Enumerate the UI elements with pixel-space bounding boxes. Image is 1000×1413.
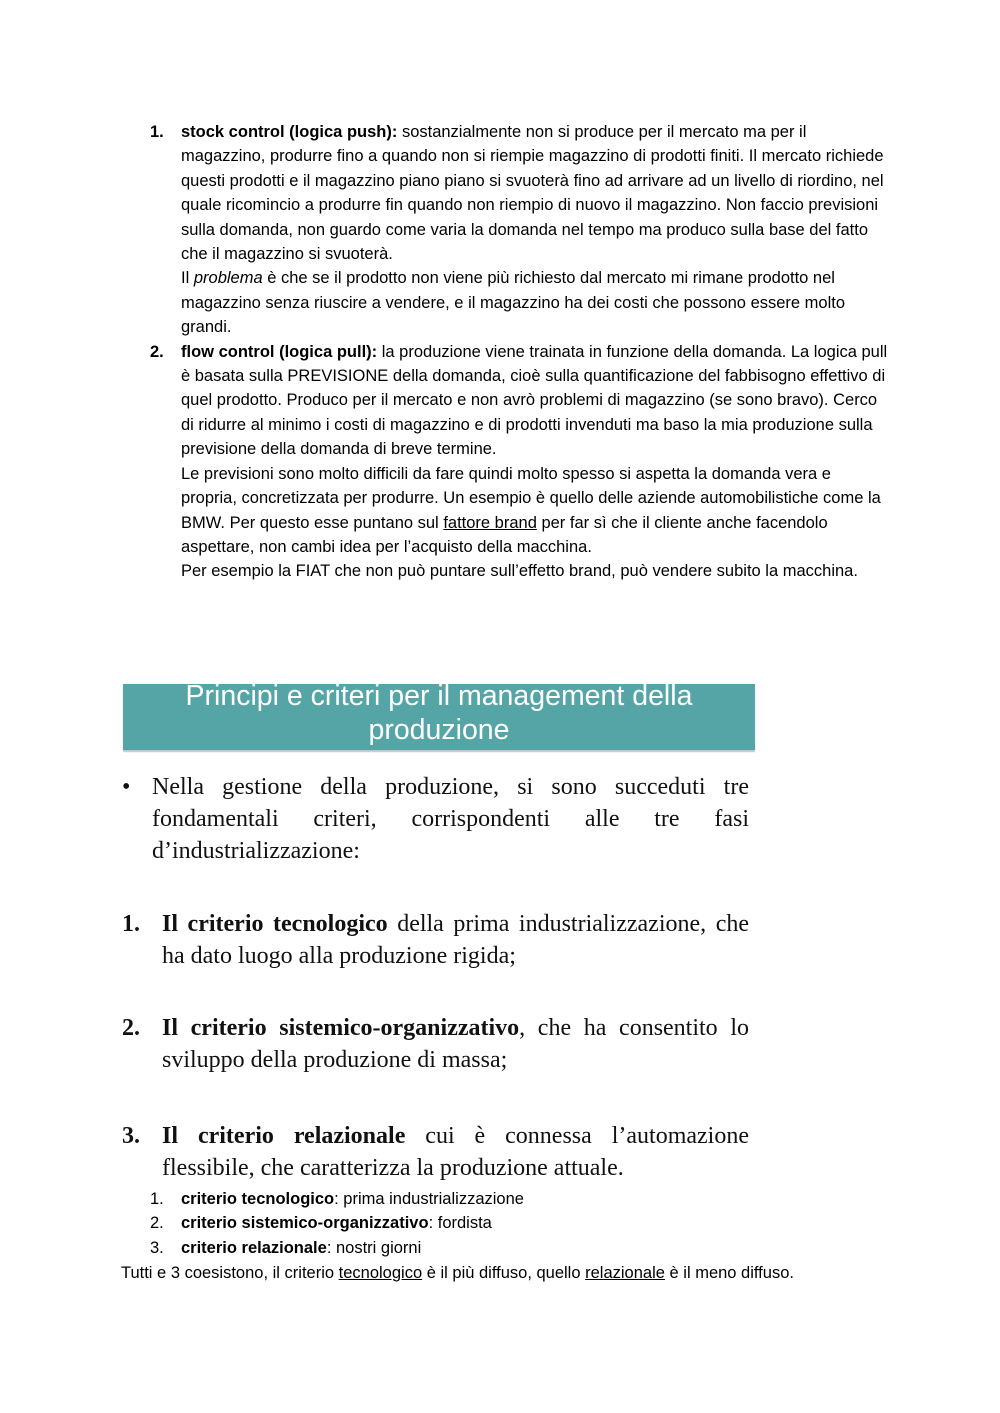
list-number: 1. bbox=[150, 123, 164, 141]
paragraph bbox=[181, 340, 890, 462]
list-number: 1. bbox=[150, 1190, 164, 1208]
slide-criterion-2 bbox=[122, 1012, 749, 1076]
summary-term: criterio sistemico-organizzativo bbox=[181, 1214, 429, 1233]
summary-item bbox=[150, 1187, 524, 1211]
list-item-flow-control bbox=[150, 340, 890, 584]
underlined-term: relazionale bbox=[585, 1264, 665, 1282]
criterion-text: della prima industrializzazione, che ha dato luogo alla produzione rigida; bbox=[162, 911, 749, 969]
paragraph: Per esempio la FIAT che non può puntare sull’effetto brand, può vendere subito la macchina. bbox=[181, 562, 858, 581]
sentence-text: è il meno diffuso. bbox=[664, 1264, 794, 1282]
term-heading: stock control (logica push): bbox=[181, 123, 398, 141]
notes-list bbox=[150, 120, 890, 584]
sentence-text: è il più diffuso, quello bbox=[422, 1264, 586, 1282]
summary-item bbox=[150, 1236, 524, 1260]
slide-title-line: produzione bbox=[368, 714, 510, 746]
paragraph bbox=[181, 120, 890, 266]
criterion-title: Il criterio tecnologico bbox=[162, 911, 388, 937]
slide-criterion-1 bbox=[122, 908, 749, 972]
paragraph-text: Le previsioni sono molto difficili da fare quindi molto spesso si aspetta la domanda vera e propria, concretizzata per produrre. Un esempio è quello delle aziende automobilistiche come la BMW. Per questo esse puntano sul bbox=[181, 464, 881, 532]
criterion-title: Il criterio relazionale bbox=[162, 1123, 406, 1149]
emphasis-text: problema bbox=[193, 269, 263, 288]
bullet-dot: • bbox=[122, 774, 131, 800]
slide-title-line: Principi e criteri per il management della bbox=[185, 684, 693, 712]
list-number: 2. bbox=[150, 1214, 164, 1233]
term-heading: flow control (logica pull): bbox=[181, 342, 378, 361]
criterion-title: Il criterio sistemico-organizzativo bbox=[162, 1015, 520, 1041]
paragraph bbox=[181, 462, 890, 560]
paragraph-text: Il bbox=[181, 269, 194, 288]
sentence-text: Tutti e 3 coesistono, il criterio bbox=[121, 1264, 339, 1282]
criterion-number: 1. bbox=[122, 911, 140, 937]
summary-text: : fordista bbox=[428, 1214, 492, 1233]
slide-image bbox=[122, 684, 756, 1182]
summary-term: criterio relazionale bbox=[181, 1238, 327, 1257]
list-number: 3. bbox=[150, 1238, 164, 1257]
summary-list bbox=[150, 1187, 524, 1260]
summary-term: criterio tecnologico bbox=[181, 1190, 335, 1208]
criterion-text: , che ha consentito lo sviluppo della produzione di massa; bbox=[162, 1015, 749, 1073]
slide-bullet bbox=[122, 771, 749, 867]
criterion-number: 2. bbox=[122, 1015, 140, 1041]
slide-criterion-3 bbox=[122, 1120, 749, 1184]
list-item-stock-control bbox=[150, 120, 890, 340]
underlined-term: tecnologico bbox=[338, 1264, 423, 1282]
paragraph-text: sostanzialmente non si produce per il mercato ma per il magazzino, produrre fino a quando non si riempie magazzino di prodotti finiti. Il mercato richiede questi prodotti e il magazzino piano piano si svuoterà fino ad arrivare ad un livello di riordino, nel quale ricomincio a produrre fin quando non riempio di nuovo il magazzino. Non faccio previsioni sulla domanda, non guardo come varia la domanda nel tempo ma produco sulla base del fatto che il magazzino si svuoterà. bbox=[181, 123, 884, 264]
underlined-term: fattore brand bbox=[443, 513, 537, 532]
summary-item bbox=[150, 1211, 524, 1235]
list-number: 2. bbox=[150, 342, 164, 361]
criterion-number: 3. bbox=[122, 1123, 140, 1149]
paragraph-text: è che se il prodotto non viene più richiesto dal mercato mi rimane prodotto nel magazzino senza riuscire a vendere, e il magazzino ha dei costi che possono essere molto grandi. bbox=[181, 269, 846, 337]
summary-text: : prima industrializzazione bbox=[334, 1190, 524, 1208]
bullet-text: Nella gestione della produzione, si sono succeduti tre fondamentali criteri, corrispondenti alle tre fasi d’industrializzazione: bbox=[152, 774, 749, 864]
paragraph bbox=[181, 266, 890, 339]
criterion-text: cui è connessa l’automazione flessibile, che caratterizza la produzione attuale. bbox=[162, 1123, 749, 1181]
closing-sentence bbox=[121, 1261, 794, 1285]
slide-title-banner bbox=[123, 684, 755, 750]
paragraph-text: per far sì che il cliente anche facendolo aspettare, non cambi idea per l’acquisto della macchina. bbox=[181, 513, 828, 556]
paragraph-text: la produzione viene trainata in funzione della domanda. La logica pull è basata sulla PREVISIONE della domanda, cioè sulla quantificazione del fabbisogno effettivo di quel prodotto. Produco per il mercato e non avrò problemi di magazzino (se sono bravo). Cerco di ridurre al minimo i costi di magazzino e di prodotti invenduti ma baso la mia produzione sulla previsione della domanda di breve termine. bbox=[181, 342, 888, 459]
summary-text: : nostri giorni bbox=[326, 1238, 422, 1257]
